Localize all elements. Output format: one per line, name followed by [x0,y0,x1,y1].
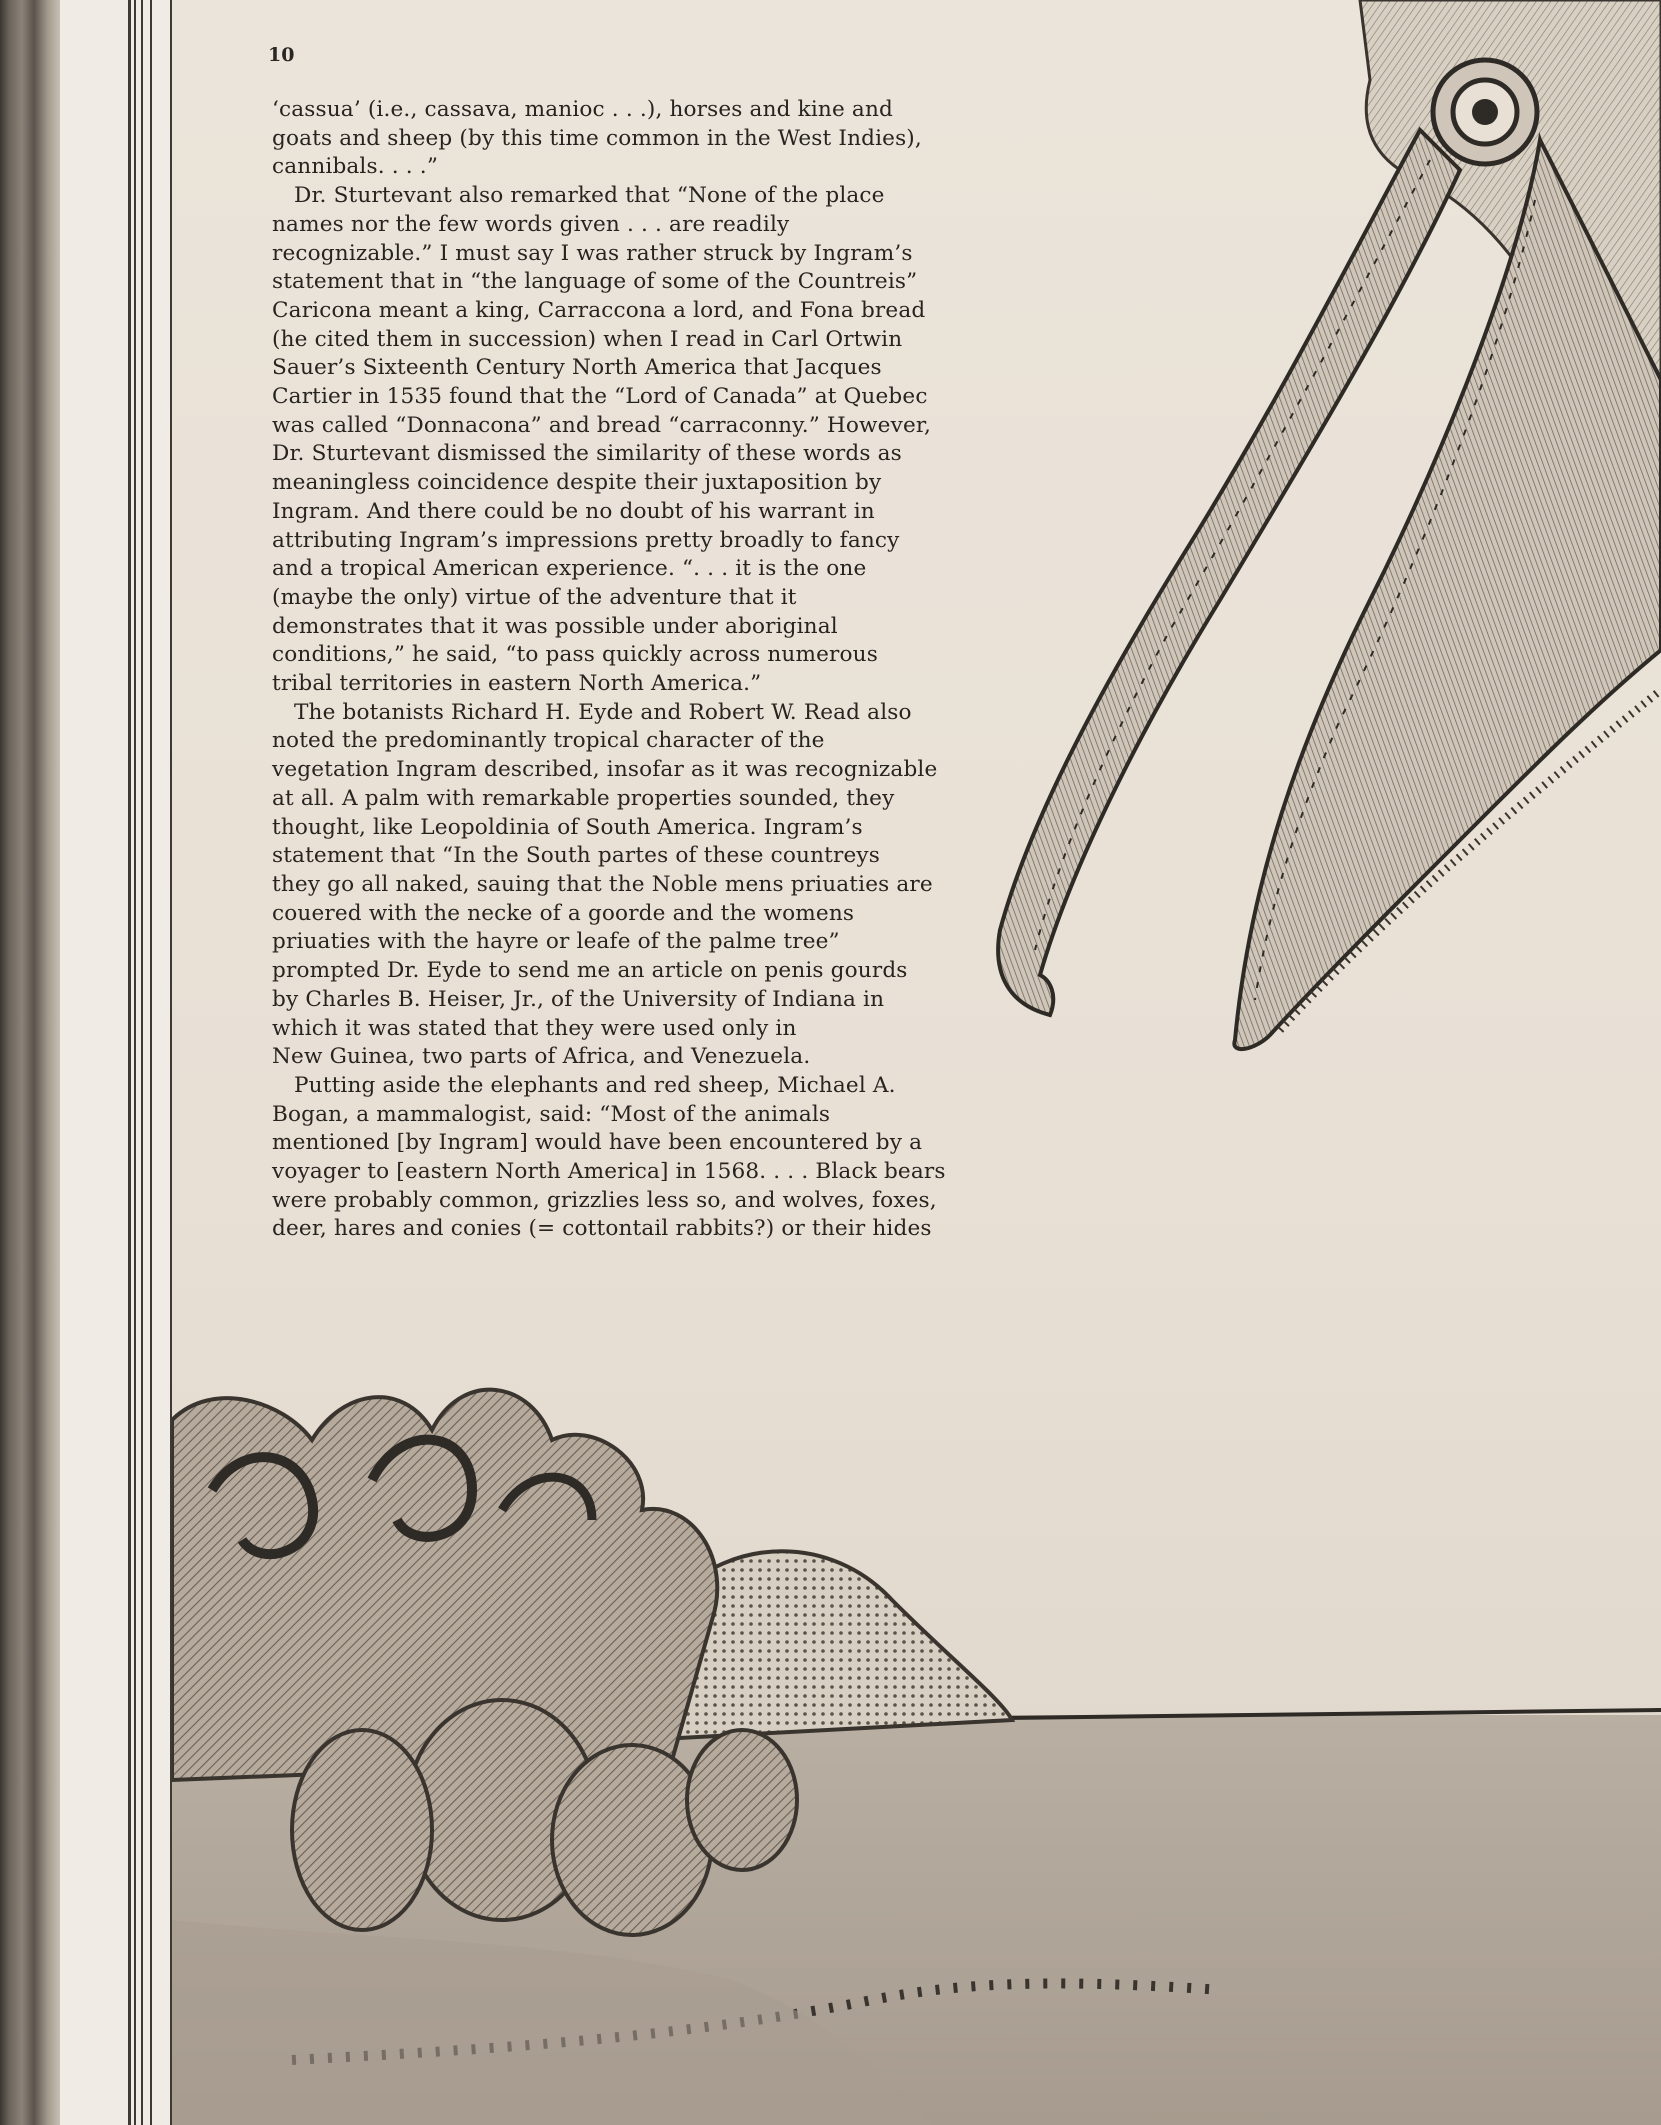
text-line: prompted Dr. Eyde to send me an article on penis gourds [272,958,908,984]
text-line: attributing Ingram’s impressions pretty broadly to fancy [272,527,900,553]
article-text [272,96,992,1244]
page-edge [60,0,174,2125]
text-line: they go all naked, sauing that the Noble mens priuaties are [272,871,933,897]
text-line: Ingram. And there could be no doubt of his warrant in [272,498,875,524]
text-line: couered with the necke of a goorde and the womens [272,900,855,926]
tropical-landscape-engraving-icon [172,1360,1661,2125]
book-binding-edge [0,0,60,2125]
text-line: (maybe the only) virtue of the adventure that it [272,584,797,610]
text-line: cannibals. . . .” [272,154,439,180]
text-line: The botanists Richard H. Eyde and Robert W. Read also [294,699,912,725]
text-line: voyager to [eastern North America] in 1568. . . . Black bears [272,1159,946,1185]
text-line: meaningless coincidence despite their juxtaposition by [272,470,882,496]
text-line: Bogan, a mammalogist, said: “Most of the animals [272,1101,831,1127]
margin-rule [150,0,152,2125]
margin-rule [128,0,131,2125]
text-line: thought, like Leopoldinia of South America. Ingram’s [272,814,863,840]
text-line: recognizable.” I must say I was rather struck by Ingram’s [272,240,913,266]
text-line: mentioned [by Ingram] would have been encountered by a [272,1130,923,1156]
text-line: statement that in “the language of some of the Countreis” [272,269,918,295]
text-line: goats and sheep (by this time common in the West Indies), [272,125,922,151]
text-line: Dr. Sturtevant also remarked that “None of the place [294,183,885,209]
text-line: Putting aside the elephants and red sheep, Michael A. [294,1072,896,1098]
text-line: noted the predominantly tropical character of the [272,728,825,754]
text-line: priuaties with the hayre or leafe of the palme tree” [272,929,840,955]
text-line: vegetation Ingram described, insofar as it was recognizable [272,757,938,783]
text-line: and a tropical American experience. “. . . it is the one [272,556,867,582]
text-line: at all. A palm with remarkable properties sounded, they [272,785,895,811]
text-line: names nor the few words given . . . are readily [272,211,790,237]
text-line: ‘cassua’ (i.e., cassava, manioc . . .), horses and kine and [272,97,893,122]
page-number: 10 [268,44,295,66]
text-line: by Charles B. Heiser, Jr., of the University of Indiana in [272,986,885,1012]
text-line: Sauer’s Sixteenth Century North America that Jacques [272,355,882,381]
text-line: which it was stated that they were used only in [272,1015,797,1041]
text-line: conditions,” he said, “to pass quickly across numerous [272,642,878,668]
text-line: deer, hares and conies (= cottontail rabbits?) or their hides [272,1216,932,1242]
margin-rule [141,0,143,2125]
bird-beak-engraving-icon [980,0,1661,1070]
text-line: Dr. Sturtevant dismissed the similarity of these words as [272,441,902,467]
text-line: statement that “In the South partes of these countreys [272,843,880,869]
text-line: Cartier in 1535 found that the “Lord of Canada” at Quebec [272,384,928,410]
text-line: were probably common, grizzlies less so, and wolves, foxes, [272,1187,937,1213]
text-line: tribal territories in eastern North America.” [272,671,762,697]
text-line: (he cited them in succession) when I read in Carl Ortwin [272,326,903,352]
text-line: was called “Donnacona” and bread “carraconny.” However, [272,412,931,438]
margin-rule [134,0,136,2125]
text-line: Caricona meant a king, Carraccona a lord, and Fona bread [272,297,926,323]
text-line: demonstrates that it was possible under aboriginal [272,613,838,639]
text-line: New Guinea, two parts of Africa, and Venezuela. [272,1044,811,1070]
